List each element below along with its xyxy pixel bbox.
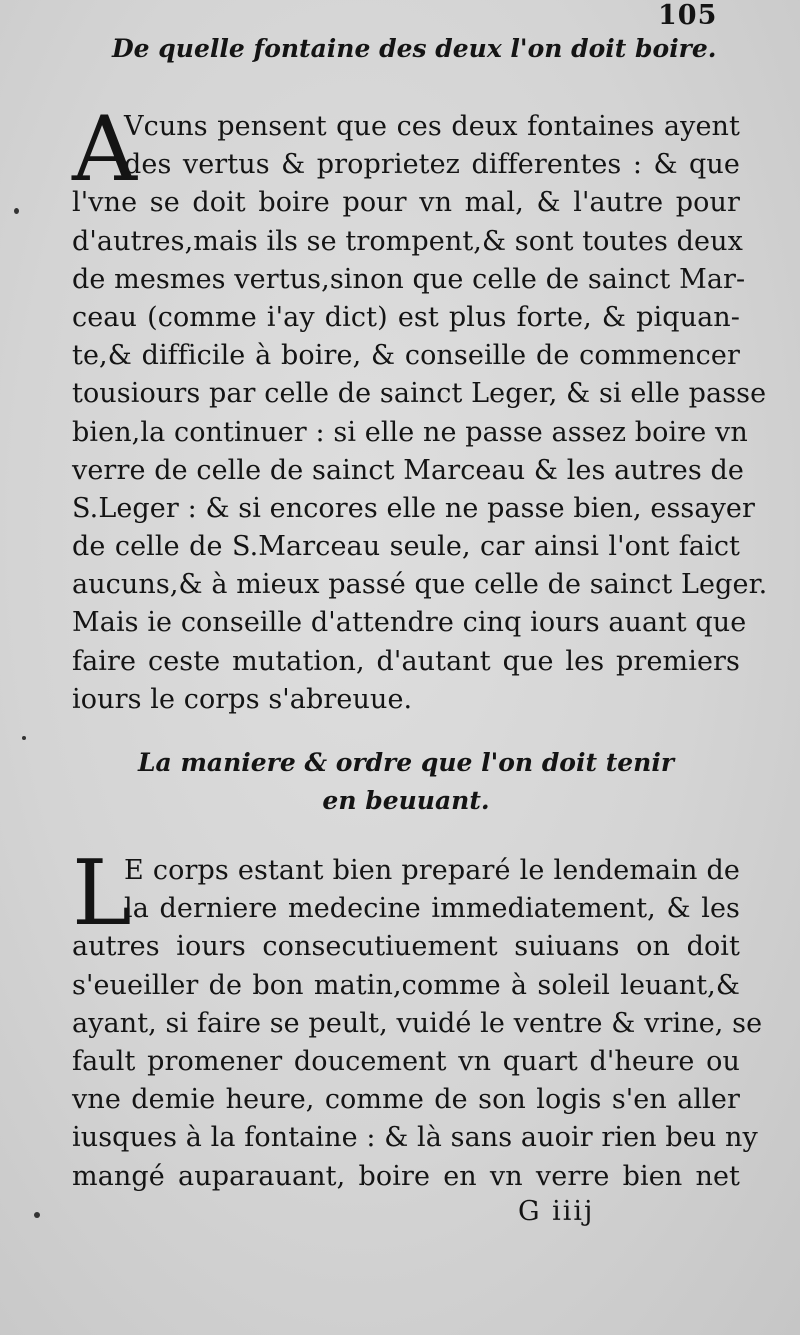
text-line: iusques à la fontaine : & là sans auoir rien beu ny	[72, 1122, 758, 1154]
text-line: mangé auparauant, boire en vn verre bien net	[72, 1160, 740, 1192]
text-line: ceau (comme i'ay dict) est plus forte, & piquan-	[72, 301, 740, 333]
text-line: des vertus & proprietez differentes : & que	[124, 149, 740, 181]
section-heading-line-1: La maniere & ordre que l'on doit tenir	[137, 748, 675, 777]
text-line: fault promener doucement vn quart d'heure ou	[72, 1045, 740, 1077]
dropcap-a: A	[72, 97, 138, 202]
text-line: autres iours consecutiuement suiuans on doit	[72, 931, 740, 963]
dropcap-l: L	[72, 841, 132, 946]
text-line: d'autres,mais ils se trompent,& sont toutes deux	[72, 225, 743, 257]
signature-mark: G iiij	[518, 1196, 595, 1227]
paragraph-2	[72, 841, 763, 1196]
text-line: la derniere medecine immediatement, & les	[124, 893, 740, 925]
text-line: Mais ie conseille d'attendre cinq iours auant que	[72, 607, 747, 639]
text-line: te,& difficile à boire, & conseille de commencer	[72, 340, 740, 372]
text-line: S.Leger : & si encores elle ne passe bien, essayer	[72, 492, 756, 524]
text-line: verre de celle de sainct Marceau & les autres de	[72, 454, 744, 486]
text-line: de mesmes vertus,sinon que celle de sainct Mar-	[72, 263, 746, 295]
text-line: E corps estant bien preparé le lendemain de	[124, 855, 740, 886]
text-line: aucuns,& à mieux passé que celle de sainct Leger.	[72, 569, 768, 601]
text-line: vne demie heure, comme de son logis s'en aller	[72, 1084, 740, 1116]
ink-speck	[34, 1212, 40, 1218]
page-number: 105	[658, 0, 718, 31]
section-heading	[72, 744, 740, 820]
text-line: l'vne se doit boire pour vn mal, & l'autre pour	[72, 187, 740, 219]
ink-speck	[22, 736, 26, 740]
text-line: tousiours par celle de sainct Leger, & si elle passe	[72, 378, 767, 410]
paragraph-1	[72, 97, 768, 719]
text-line: ayant, si faire se peult, vuidé le ventre & vrine, se	[72, 1007, 763, 1039]
text-line: faire ceste mutation, d'autant que les premiers	[72, 645, 740, 677]
text-line: bien,la continuer : si elle ne passe assez boire vn	[72, 416, 748, 448]
ink-speck	[14, 208, 19, 214]
text-line: s'eueiller de bon matin,comme à soleil leuant,&	[72, 969, 740, 1001]
section-heading-line-2: en beuuant.	[322, 786, 490, 815]
running-head: De quelle fontaine des deux l'on doit boire.	[112, 34, 717, 63]
text-line: iours le corps s'abreuue.	[72, 683, 413, 715]
text-line: Vcuns pensent que ces deux fontaines ayent	[124, 111, 740, 142]
text-line: de celle de S.Marceau seule, car ainsi l'ont faict	[72, 531, 740, 563]
